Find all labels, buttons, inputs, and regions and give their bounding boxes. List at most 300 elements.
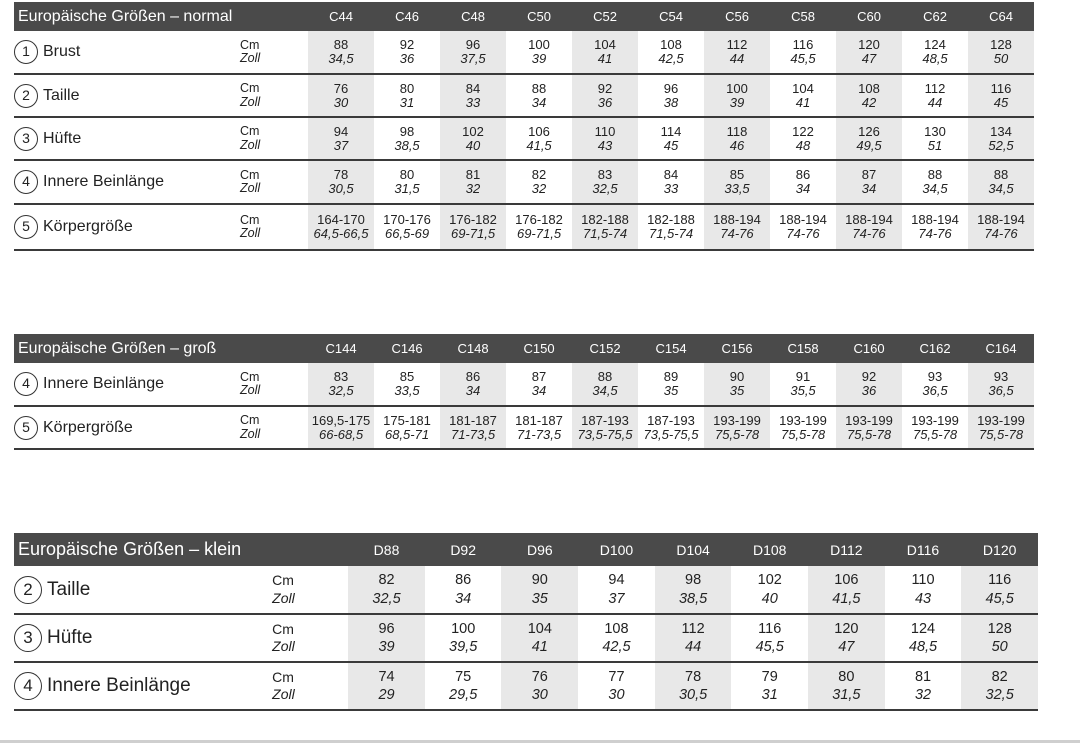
size-value-cell (425, 662, 502, 710)
row-number-badge: 2 (14, 84, 38, 108)
unit-zoll: Zoll (240, 426, 261, 441)
size-value-cell (425, 614, 502, 662)
zoll-value: 51 (927, 137, 943, 153)
zoll-value: 36 (597, 94, 613, 110)
measurement-label: Innere Beinlänge (43, 375, 164, 392)
zoll-value: 71,5-74 (582, 226, 628, 241)
cm-value: 118 (726, 123, 748, 139)
measurement-label: Taille (43, 86, 80, 104)
size-value-cell (808, 566, 885, 614)
cm-value: 93 (927, 369, 943, 385)
size-value-cell (704, 117, 770, 160)
size-table-normal (14, 2, 1034, 251)
cm-value: 74 (378, 668, 395, 685)
unit-labels (240, 160, 308, 204)
table-row (14, 662, 1038, 710)
unit-zoll: Zoll (272, 638, 295, 654)
unit-zoll: Zoll (240, 181, 261, 195)
row-label (14, 31, 240, 74)
size-header: D120 (961, 533, 1038, 566)
unit-zoll: Zoll (240, 94, 261, 109)
zoll-value: 31,5 (394, 181, 420, 196)
zoll-value: 37,5 (460, 51, 486, 66)
zoll-value: 35 (729, 383, 745, 398)
cm-value: 94 (333, 123, 349, 139)
size-value-cell (578, 566, 655, 614)
size-header: C56 (704, 2, 770, 31)
unit-cm: Cm (272, 572, 294, 588)
measurement-label: Innere Beinlänge (43, 173, 164, 190)
cm-value: 188-194 (911, 212, 959, 228)
size-value-cell (425, 566, 502, 614)
size-value-cell (836, 117, 902, 160)
size-header: C150 (506, 334, 572, 363)
measurement-label: Körpergröße (43, 218, 133, 235)
cm-value: 96 (465, 37, 481, 53)
cm-value: 188-194 (779, 212, 827, 228)
zoll-value: 43 (914, 590, 932, 607)
unit-cm: Cm (240, 37, 260, 52)
size-header: C152 (572, 334, 638, 363)
table-row (14, 204, 1034, 250)
cm-value: 116 (792, 37, 814, 53)
zoll-value: 40 (761, 590, 778, 607)
zoll-value: 29,5 (449, 687, 478, 703)
size-value-cell (704, 31, 770, 74)
cm-value: 182-188 (581, 212, 629, 228)
unit-labels (272, 566, 348, 614)
cm-value: 187-193 (581, 412, 629, 428)
zoll-value: 48 (795, 137, 811, 153)
cm-value: 88 (993, 167, 1009, 183)
row-number-badge: 3 (14, 624, 42, 652)
unit-cm: Cm (272, 668, 294, 685)
row-label (14, 204, 240, 250)
size-value-cell (731, 614, 808, 662)
size-value-cell (902, 363, 968, 406)
table-row (14, 406, 1034, 449)
unit-labels (240, 74, 308, 117)
row-number-badge: 5 (14, 215, 38, 239)
cm-value: 100 (528, 37, 550, 53)
cm-value: 193-199 (911, 412, 959, 428)
cm-value: 96 (663, 80, 679, 96)
zoll-value: 75,5-78 (978, 426, 1024, 442)
size-value-cell (961, 662, 1038, 710)
zoll-value: 35 (663, 383, 679, 398)
cm-value: 85 (399, 369, 415, 385)
cm-value: 94 (608, 572, 625, 589)
size-value-cell (704, 160, 770, 204)
cm-value: 86 (795, 167, 811, 183)
size-value-cell (655, 566, 732, 614)
size-value-cell (506, 117, 572, 160)
cm-value: 84 (663, 167, 679, 183)
unit-cm: Cm (240, 212, 260, 227)
zoll-value: 38 (663, 94, 679, 110)
cm-value: 188-194 (713, 212, 761, 228)
row-label (14, 160, 240, 204)
size-value-cell (902, 160, 968, 204)
size-value-cell (968, 160, 1034, 204)
size-value-cell (770, 204, 836, 250)
table-row (14, 363, 1034, 406)
size-value-cell (770, 363, 836, 406)
size-value-cell (348, 614, 425, 662)
size-value-cell (836, 74, 902, 117)
zoll-value: 45,5 (985, 590, 1014, 607)
zoll-value: 30,5 (678, 687, 708, 703)
cm-value: 122 (792, 123, 814, 139)
cm-value: 83 (597, 167, 613, 183)
measurement-label: Innere Beinlänge (47, 675, 191, 696)
zoll-value: 32 (531, 181, 547, 196)
zoll-value: 69-71,5 (450, 226, 496, 241)
cm-value: 126 (858, 123, 880, 139)
size-header: C62 (902, 2, 968, 31)
size-value-cell (374, 117, 440, 160)
zoll-value: 36 (861, 383, 877, 398)
zoll-value: 34,5 (328, 51, 354, 66)
zoll-value: 74-76 (984, 226, 1018, 241)
zoll-value: 31,5 (832, 687, 861, 703)
cm-value: 116 (988, 572, 1012, 589)
size-value-cell (704, 204, 770, 250)
zoll-value: 42,5 (602, 639, 631, 655)
unit-cm: Cm (272, 620, 294, 637)
cm-value: 88 (333, 37, 349, 53)
zoll-value: 33,5 (724, 181, 750, 196)
zoll-value: 45 (663, 137, 679, 153)
size-header: C156 (704, 334, 770, 363)
cm-value: 188-194 (977, 212, 1025, 228)
zoll-value: 48,5 (908, 639, 938, 655)
zoll-value: 64,5-66,5 (313, 226, 369, 241)
cm-value: 112 (681, 620, 705, 637)
size-value-cell (308, 363, 374, 406)
cm-value: 175-181 (383, 412, 431, 428)
cm-value: 102 (757, 572, 782, 589)
size-header: C146 (374, 334, 440, 363)
table-row (14, 74, 1034, 117)
zoll-value: 31 (399, 94, 415, 110)
size-value-cell (572, 204, 638, 250)
size-value-cell (308, 406, 374, 449)
size-value-cell (374, 74, 440, 117)
size-value-cell (572, 363, 638, 406)
zoll-value: 34 (455, 590, 472, 607)
size-header: D88 (348, 533, 425, 566)
cm-value: 176-182 (449, 212, 497, 228)
size-value-cell (770, 117, 836, 160)
zoll-value: 41,5 (526, 137, 552, 153)
zoll-value: 49,5 (856, 137, 882, 153)
row-label (14, 662, 272, 710)
cm-value: 88 (531, 80, 547, 96)
zoll-value: 30 (531, 687, 548, 703)
zoll-value: 48,5 (922, 51, 948, 66)
size-value-cell (885, 614, 962, 662)
size-value-cell (968, 204, 1034, 250)
cm-value: 102 (462, 123, 484, 139)
unit-zoll: Zoll (240, 51, 261, 65)
zoll-value: 71-73,5 (516, 426, 562, 442)
zoll-value: 37 (608, 590, 625, 607)
size-value-cell (308, 204, 374, 250)
cm-value: 87 (861, 167, 877, 183)
zoll-value: 75,5-78 (912, 426, 958, 442)
size-value-cell (885, 662, 962, 710)
cm-value: 164-170 (317, 212, 365, 228)
unit-zoll: Zoll (272, 589, 295, 606)
size-value-cell (902, 204, 968, 250)
size-value-cell (836, 204, 902, 250)
cm-value: 100 (451, 620, 476, 637)
size-value-cell (506, 204, 572, 250)
size-value-cell (770, 74, 836, 117)
row-number-badge: 4 (14, 372, 38, 396)
zoll-value: 45,5 (755, 639, 784, 655)
size-value-cell (968, 117, 1034, 160)
table-header-row (14, 334, 1034, 363)
size-value-cell (308, 160, 374, 204)
size-value-cell (638, 160, 704, 204)
cm-value: 91 (795, 369, 811, 385)
zoll-value: 69-71,5 (516, 226, 562, 241)
row-number-badge: 4 (14, 170, 38, 194)
zoll-value: 33,5 (394, 383, 420, 398)
cm-value: 80 (399, 167, 415, 183)
zoll-value: 34 (861, 181, 877, 196)
zoll-value: 44 (729, 51, 745, 66)
size-header: C54 (638, 2, 704, 31)
size-header: C46 (374, 2, 440, 31)
size-header: C160 (836, 334, 902, 363)
size-value-cell (506, 160, 572, 204)
table-title: Europäische Größen – normal (14, 2, 308, 31)
zoll-value: 71-73,5 (450, 426, 496, 442)
cm-value: 79 (761, 668, 778, 685)
size-header: D104 (655, 533, 732, 566)
cm-value: 120 (834, 620, 859, 637)
cm-value: 106 (528, 123, 550, 139)
size-header: D112 (808, 533, 885, 566)
zoll-value: 42 (861, 94, 877, 110)
zoll-value: 73,5-75,5 (643, 426, 699, 442)
zoll-value: 39,5 (449, 639, 478, 655)
size-header: D116 (885, 533, 962, 566)
size-header: C44 (308, 2, 374, 31)
size-value-cell (638, 117, 704, 160)
size-value-cell (572, 160, 638, 204)
size-value-cell (961, 566, 1038, 614)
cm-value: 76 (531, 668, 548, 685)
size-table-gross (14, 334, 1034, 450)
cm-value: 187-193 (647, 412, 695, 428)
size-value-cell (638, 406, 704, 449)
zoll-value: 34,5 (592, 383, 618, 398)
size-value-cell (501, 614, 578, 662)
row-label (14, 406, 240, 449)
unit-zoll: Zoll (240, 383, 261, 397)
zoll-value: 44 (927, 94, 943, 110)
zoll-value: 34,5 (988, 181, 1014, 196)
cm-value: 80 (399, 80, 415, 96)
size-value-cell (506, 31, 572, 74)
size-value-cell (572, 31, 638, 74)
size-value-cell (638, 31, 704, 74)
size-table-klein (14, 533, 1038, 711)
cm-value: 116 (758, 620, 782, 637)
unit-labels (240, 363, 308, 406)
table-row (14, 566, 1038, 614)
measurement-label: Brust (43, 43, 81, 60)
size-header: C144 (308, 334, 374, 363)
cm-value: 92 (597, 80, 613, 96)
size-value-cell (440, 204, 506, 250)
zoll-value: 36,5 (988, 383, 1014, 398)
unit-labels (240, 31, 308, 74)
size-value-cell (704, 363, 770, 406)
size-header: C148 (440, 334, 506, 363)
size-value-cell (638, 363, 704, 406)
size-value-cell (348, 566, 425, 614)
cm-value: 100 (726, 80, 748, 96)
zoll-value: 30 (608, 687, 625, 703)
zoll-value: 30 (333, 94, 349, 110)
zoll-value: 35 (531, 590, 548, 607)
size-header: C64 (968, 2, 1034, 31)
size-value-cell (374, 31, 440, 74)
zoll-value: 52,5 (988, 137, 1014, 153)
unit-labels (240, 117, 308, 160)
zoll-value: 50 (991, 639, 1008, 655)
zoll-value: 75,5-78 (846, 426, 892, 442)
zoll-value: 34 (531, 383, 547, 398)
row-number-badge: 4 (14, 672, 42, 700)
unit-cm: Cm (240, 124, 260, 139)
zoll-value: 41 (531, 639, 548, 655)
unit-zoll: Zoll (272, 686, 295, 702)
size-value-cell (902, 117, 968, 160)
size-value-cell (902, 31, 968, 74)
size-value-cell (440, 31, 506, 74)
zoll-value: 34,5 (922, 181, 948, 196)
size-value-cell (578, 662, 655, 710)
zoll-value: 33 (663, 181, 679, 196)
size-value-cell (885, 566, 962, 614)
cm-value: 128 (987, 620, 1012, 637)
cm-value: 81 (914, 668, 932, 685)
zoll-value: 31 (761, 687, 778, 703)
cm-value: 88 (927, 167, 943, 183)
table-title: Europäische Größen – klein (14, 533, 348, 566)
measurement-label: Hüfte (43, 129, 82, 147)
zoll-value: 47 (838, 639, 855, 655)
cm-value: 86 (465, 369, 481, 385)
size-value-cell (968, 363, 1034, 406)
measurement-label: Taille (47, 578, 91, 600)
size-value-cell (506, 363, 572, 406)
size-value-cell (572, 74, 638, 117)
cm-value: 108 (858, 80, 880, 96)
cm-value: 182-188 (647, 212, 695, 228)
cm-value: 75 (455, 668, 472, 685)
size-value-cell (731, 566, 808, 614)
size-value-cell (374, 363, 440, 406)
zoll-value: 32,5 (372, 590, 401, 607)
size-header: C58 (770, 2, 836, 31)
size-value-cell (770, 160, 836, 204)
table-row (14, 31, 1034, 74)
row-label (14, 117, 240, 160)
zoll-value: 68,5-71 (384, 426, 430, 442)
zoll-value: 36 (399, 51, 415, 66)
row-label (14, 566, 272, 614)
cm-value: 106 (834, 572, 859, 589)
unit-labels (240, 204, 308, 250)
zoll-value: 66,5-69 (384, 226, 430, 241)
table-row (14, 117, 1034, 160)
size-value-cell (374, 406, 440, 449)
zoll-value: 41 (795, 94, 811, 110)
cm-value: 82 (531, 167, 547, 183)
cm-value: 108 (660, 37, 682, 53)
cm-value: 84 (465, 80, 481, 96)
cm-value: 83 (333, 369, 349, 385)
zoll-value: 75,5-78 (780, 426, 826, 442)
size-header: C162 (902, 334, 968, 363)
zoll-value: 36,5 (922, 383, 948, 398)
unit-cm: Cm (240, 81, 260, 96)
measurement-label: Hüfte (47, 627, 93, 648)
zoll-value: 47 (861, 51, 877, 66)
zoll-value: 74-76 (720, 226, 754, 241)
zoll-value: 34 (531, 94, 547, 110)
cm-value: 104 (792, 80, 814, 96)
cm-value: 128 (990, 37, 1012, 53)
cm-value: 130 (924, 123, 946, 139)
zoll-value: 30,5 (328, 181, 354, 196)
cm-value: 193-199 (977, 412, 1025, 428)
size-header: C60 (836, 2, 902, 31)
size-header: D100 (578, 533, 655, 566)
size-value-cell (655, 662, 732, 710)
cm-value: 82 (378, 572, 395, 589)
zoll-value: 42,5 (658, 51, 684, 66)
size-header: C154 (638, 334, 704, 363)
unit-zoll: Zoll (240, 226, 261, 240)
zoll-value: 32 (914, 687, 932, 703)
size-value-cell (770, 406, 836, 449)
size-value-cell (374, 204, 440, 250)
cm-value: 88 (597, 369, 613, 385)
size-value-cell (440, 406, 506, 449)
unit-cm: Cm (240, 413, 260, 428)
cm-value: 134 (990, 123, 1012, 139)
row-number-badge: 2 (14, 576, 42, 604)
cm-value: 112 (726, 37, 748, 53)
zoll-value: 32,5 (592, 181, 618, 196)
row-label (14, 74, 240, 117)
cm-value: 98 (685, 572, 702, 589)
zoll-value: 74-76 (852, 226, 886, 241)
cm-value: 76 (333, 80, 349, 96)
size-value-cell (968, 74, 1034, 117)
size-value-cell (836, 406, 902, 449)
unit-zoll: Zoll (240, 137, 261, 152)
size-value-cell (836, 160, 902, 204)
